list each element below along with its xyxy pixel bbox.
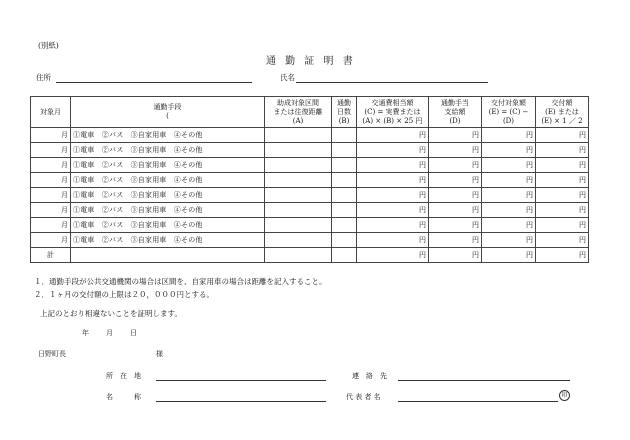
attachment-label: (別紙) bbox=[38, 41, 59, 50]
month-cell[interactable]: 月 bbox=[31, 203, 71, 218]
header-eligible-amount-line: 交付対象額 bbox=[491, 98, 526, 107]
allowance-cell[interactable]: 円 bbox=[429, 128, 482, 143]
transport-cell[interactable]: ①電車 ②バス ③自家用車 ④その他 bbox=[71, 218, 265, 233]
company-name-field[interactable] bbox=[156, 401, 326, 402]
header-section-distance bbox=[265, 97, 332, 128]
header-fare-equivalent-line: (C) = 実費または bbox=[364, 107, 421, 116]
document-title: 通 勤 証 明 書 bbox=[266, 56, 356, 67]
location-field[interactable] bbox=[156, 380, 326, 381]
month-cell[interactable]: 月 bbox=[31, 173, 71, 188]
total-eligible-amount-cell[interactable]: 円 bbox=[482, 248, 536, 263]
note-1: １．通勤手段が公共交通機関の場合は区間を、自家用車の場合は距離を記入すること。 bbox=[34, 277, 327, 286]
eligible-amount-cell[interactable]: 円 bbox=[482, 203, 536, 218]
recipient: 日野町長 bbox=[38, 350, 66, 358]
header-fare-equivalent-line: (A) × (B) × 25 円 bbox=[362, 116, 423, 125]
grant-amount-cell[interactable]: 円 bbox=[536, 173, 589, 188]
month-cell[interactable]: 月 bbox=[31, 233, 71, 248]
transport-cell[interactable]: ①電車 ②バス ③自家用車 ④その他 bbox=[71, 128, 265, 143]
days-cell[interactable] bbox=[332, 158, 357, 173]
address-field[interactable] bbox=[56, 82, 252, 83]
date-year-label: 年 bbox=[82, 329, 89, 337]
transport-cell[interactable]: ①電車 ②バス ③自家用車 ④その他 bbox=[71, 203, 265, 218]
header-allowance-line: 支給額 bbox=[444, 107, 466, 116]
table-row bbox=[31, 203, 589, 218]
table-row bbox=[31, 143, 589, 158]
fare-equivalent-cell[interactable]: 円 bbox=[357, 173, 429, 188]
month-cell[interactable]: 月 bbox=[31, 188, 71, 203]
grant-amount-cell[interactable]: 円 bbox=[536, 128, 589, 143]
section-distance-cell[interactable] bbox=[265, 158, 332, 173]
section-distance-cell[interactable] bbox=[265, 128, 332, 143]
header-transport-line: 通勤手段 bbox=[153, 103, 182, 111]
header-fare-equivalent bbox=[357, 97, 429, 128]
location-label: 所 在 地 bbox=[106, 372, 141, 380]
seal-mark: 印 bbox=[559, 390, 570, 401]
address-label: 住所 bbox=[36, 73, 51, 82]
name-label: 氏名 bbox=[280, 73, 295, 82]
transport-cell[interactable]: ①電車 ②バス ③自家用車 ④その他 bbox=[71, 188, 265, 203]
table-row bbox=[31, 128, 589, 143]
header-days-line: 日数 bbox=[337, 107, 351, 116]
header-section-distance-line: または往復距離 bbox=[273, 107, 323, 116]
header-grant-amount-line: 交付額 bbox=[551, 98, 573, 107]
table-row bbox=[31, 173, 589, 188]
eligible-amount-cell[interactable]: 円 bbox=[482, 158, 536, 173]
section-distance-cell[interactable] bbox=[265, 173, 332, 188]
contact-label: 連 絡 先 bbox=[352, 372, 387, 380]
eligible-amount-cell[interactable]: 円 bbox=[482, 218, 536, 233]
header-allowance-line: 通勤手当 bbox=[441, 98, 469, 107]
section-distance-cell[interactable] bbox=[265, 233, 332, 248]
fare-equivalent-cell[interactable]: 円 bbox=[357, 218, 429, 233]
header-eligible-amount bbox=[482, 97, 536, 128]
allowance-cell[interactable]: 円 bbox=[429, 158, 482, 173]
header-transport bbox=[71, 97, 265, 128]
header-days-line: 通勤 bbox=[337, 98, 351, 107]
header-eligible-amount-line: (E) = (C) − (D) bbox=[488, 107, 529, 125]
eligible-amount-cell[interactable]: 円 bbox=[482, 188, 536, 203]
days-cell[interactable] bbox=[332, 218, 357, 233]
date-month-label: 月 bbox=[106, 329, 113, 337]
header-grant-amount bbox=[536, 97, 589, 128]
allowance-cell[interactable]: 円 bbox=[429, 188, 482, 203]
allowance-cell[interactable]: 円 bbox=[429, 203, 482, 218]
certify-text: 上記のとおり相違ないことを証明します。 bbox=[40, 309, 182, 318]
total-label-cell: 計 bbox=[31, 248, 71, 263]
days-cell[interactable] bbox=[332, 173, 357, 188]
table-row bbox=[31, 188, 589, 203]
fare-equivalent-cell[interactable]: 円 bbox=[357, 203, 429, 218]
company-name-label: 名 称 bbox=[106, 393, 141, 401]
grant-amount-cell[interactable]: 円 bbox=[536, 203, 589, 218]
transport-cell[interactable]: ①電車 ②バス ③自家用車 ④その他 bbox=[71, 143, 265, 158]
eligible-amount-cell[interactable]: 円 bbox=[482, 173, 536, 188]
eligible-amount-cell[interactable]: 円 bbox=[482, 128, 536, 143]
grant-amount-cell[interactable]: 円 bbox=[536, 158, 589, 173]
grant-amount-cell[interactable]: 円 bbox=[536, 188, 589, 203]
month-cell[interactable]: 月 bbox=[31, 158, 71, 173]
month-cell[interactable]: 月 bbox=[31, 128, 71, 143]
name-field[interactable] bbox=[296, 82, 488, 83]
total-blank-cell bbox=[71, 248, 265, 263]
header-grant-amount-line: (E) × 1 ／ 2 bbox=[541, 116, 583, 125]
header-section-distance-line: 助成対象区間 bbox=[277, 98, 319, 107]
table-row bbox=[31, 218, 589, 233]
representative-label: 代 表 者 名 bbox=[346, 393, 381, 401]
days-cell[interactable] bbox=[332, 188, 357, 203]
header-allowance-line: (D) bbox=[449, 116, 461, 125]
recipient-honorific: 様 bbox=[156, 350, 163, 358]
header-allowance bbox=[429, 97, 482, 128]
days-cell[interactable] bbox=[332, 203, 357, 218]
transport-cell[interactable]: ①電車 ②バス ③自家用車 ④その他 bbox=[71, 173, 265, 188]
grant-amount-cell[interactable]: 円 bbox=[536, 233, 589, 248]
section-distance-cell[interactable] bbox=[265, 188, 332, 203]
header-days bbox=[332, 97, 357, 128]
fare-equivalent-cell[interactable]: 円 bbox=[357, 158, 429, 173]
grant-amount-cell[interactable]: 円 bbox=[536, 218, 589, 233]
grant-amount-cell[interactable]: 円 bbox=[536, 143, 589, 158]
total-blank-cell bbox=[332, 248, 357, 263]
total-allowance-cell[interactable]: 円 bbox=[429, 248, 482, 263]
header-month-line: 対象月 bbox=[40, 107, 61, 116]
total-row bbox=[31, 248, 589, 263]
month-cell[interactable]: 月 bbox=[31, 143, 71, 158]
allowance-cell[interactable]: 円 bbox=[429, 143, 482, 158]
allowance-cell[interactable]: 円 bbox=[429, 218, 482, 233]
header-fare-equivalent-line: 交通費相当額 bbox=[371, 98, 414, 107]
table-row bbox=[31, 158, 589, 173]
days-cell[interactable] bbox=[332, 128, 357, 143]
note-2: ２．１ヶ月の交付額の上限は２０，０００円とする。 bbox=[34, 290, 214, 299]
fare-equivalent-cell[interactable]: 円 bbox=[357, 188, 429, 203]
total-grant-amount-cell[interactable]: 円 bbox=[536, 248, 589, 263]
transport-cell[interactable]: ①電車 ②バス ③自家用車 ④その他 bbox=[71, 158, 265, 173]
date-day-label: 日 bbox=[130, 329, 137, 337]
contact-field[interactable] bbox=[398, 380, 570, 381]
header-grant-amount-line: (E) または bbox=[545, 107, 579, 116]
total-blank-cell bbox=[265, 248, 332, 263]
commute-table bbox=[30, 96, 589, 263]
header-section-distance-line: (A) bbox=[292, 116, 304, 125]
fare-equivalent-cell[interactable]: 円 bbox=[357, 233, 429, 248]
table-row bbox=[31, 233, 589, 248]
table-header-row bbox=[31, 97, 589, 128]
representative-field[interactable] bbox=[398, 401, 558, 402]
days-cell[interactable] bbox=[332, 233, 357, 248]
transport-cell[interactable]: ①電車 ②バス ③自家用車 ④その他 bbox=[71, 233, 265, 248]
section-distance-cell[interactable] bbox=[265, 143, 332, 158]
month-cell[interactable]: 月 bbox=[31, 218, 71, 233]
eligible-amount-cell[interactable]: 円 bbox=[482, 233, 536, 248]
section-distance-cell[interactable] bbox=[265, 203, 332, 218]
fare-equivalent-cell[interactable]: 円 bbox=[357, 128, 429, 143]
section-distance-cell[interactable] bbox=[265, 218, 332, 233]
total-fare-equivalent-cell[interactable]: 円 bbox=[357, 248, 429, 263]
eligible-amount-cell[interactable]: 円 bbox=[482, 143, 536, 158]
header-month bbox=[31, 97, 71, 128]
allowance-cell[interactable]: 円 bbox=[429, 173, 482, 188]
header-transport-line: ( bbox=[166, 112, 169, 120]
days-cell[interactable] bbox=[332, 143, 357, 158]
fare-equivalent-cell[interactable]: 円 bbox=[357, 143, 429, 158]
allowance-cell[interactable]: 円 bbox=[429, 233, 482, 248]
header-days-line: (B) bbox=[338, 116, 350, 125]
